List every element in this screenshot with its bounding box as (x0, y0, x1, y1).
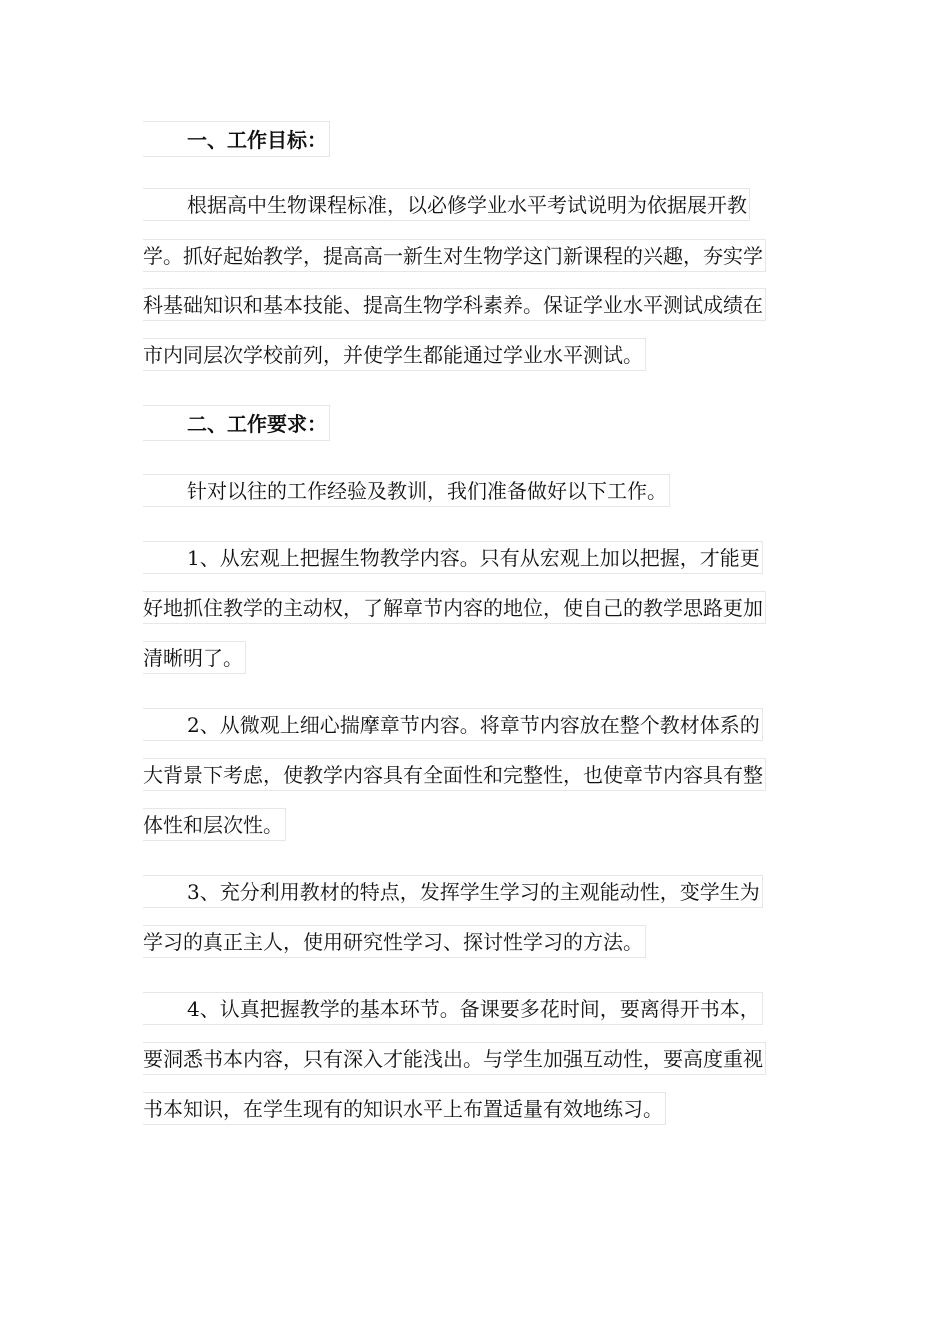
requirement-item-4-line: 4、认真把握教学的基本环节。备课要多花时间，要离得开书本， (143, 992, 763, 1025)
requirement-item-1-line: 清晰明了。 (143, 641, 246, 674)
requirement-item-2-line: 大背景下考虑，使教学内容具有全面性和完整性，也使章节内容具有整 (143, 758, 766, 791)
section-heading-goals: 一、工作目标： (143, 121, 330, 157)
requirements-intro-line: 针对以往的工作经验及教训，我们准备做好以下工作。 (143, 474, 670, 507)
requirement-item-3-line: 3、充分利用教材的特点，发挥学生学习的主观能动性，变学生为 (143, 875, 763, 908)
requirement-item-2-line: 体性和层次性。 (143, 808, 286, 841)
requirement-item-4-line: 书本知识，在学生现有的知识水平上布置适量有效地练习。 (143, 1092, 666, 1125)
requirement-item-1-line: 1、从宏观上把握生物教学内容。只有从宏观上加以把握，才能更 (143, 541, 763, 574)
requirement-item-2-line: 2、从微观上细心揣摩章节内容。将章节内容放在整个教材体系的 (143, 708, 763, 741)
goals-paragraph-line: 根据高中生物课程标准，以必修学业水平考试说明为依据展开教 (143, 188, 750, 221)
goals-paragraph-line: 学。抓好起始教学，提高高一新生对生物学这门新课程的兴趣，夯实学 (143, 239, 766, 272)
goals-paragraph-line: 科基础知识和基本技能、提高生物学科素养。保证学业水平测试成绩在 (143, 288, 766, 321)
requirement-item-3-line: 学习的真正主人，使用研究性学习、探讨性学习的方法。 (143, 925, 646, 958)
requirement-item-4-line: 要洞悉书本内容，只有深入才能浅出。与学生加强互动性，要高度重视 (143, 1042, 766, 1075)
section-heading-requirements: 二、工作要求： (143, 405, 330, 441)
requirement-item-1-line: 好地抓住教学的主动权，了解章节内容的地位，使自己的教学思路更加 (143, 591, 766, 624)
goals-paragraph-line: 市内同层次学校前列，并使学生都能通过学业水平测试。 (143, 338, 646, 371)
